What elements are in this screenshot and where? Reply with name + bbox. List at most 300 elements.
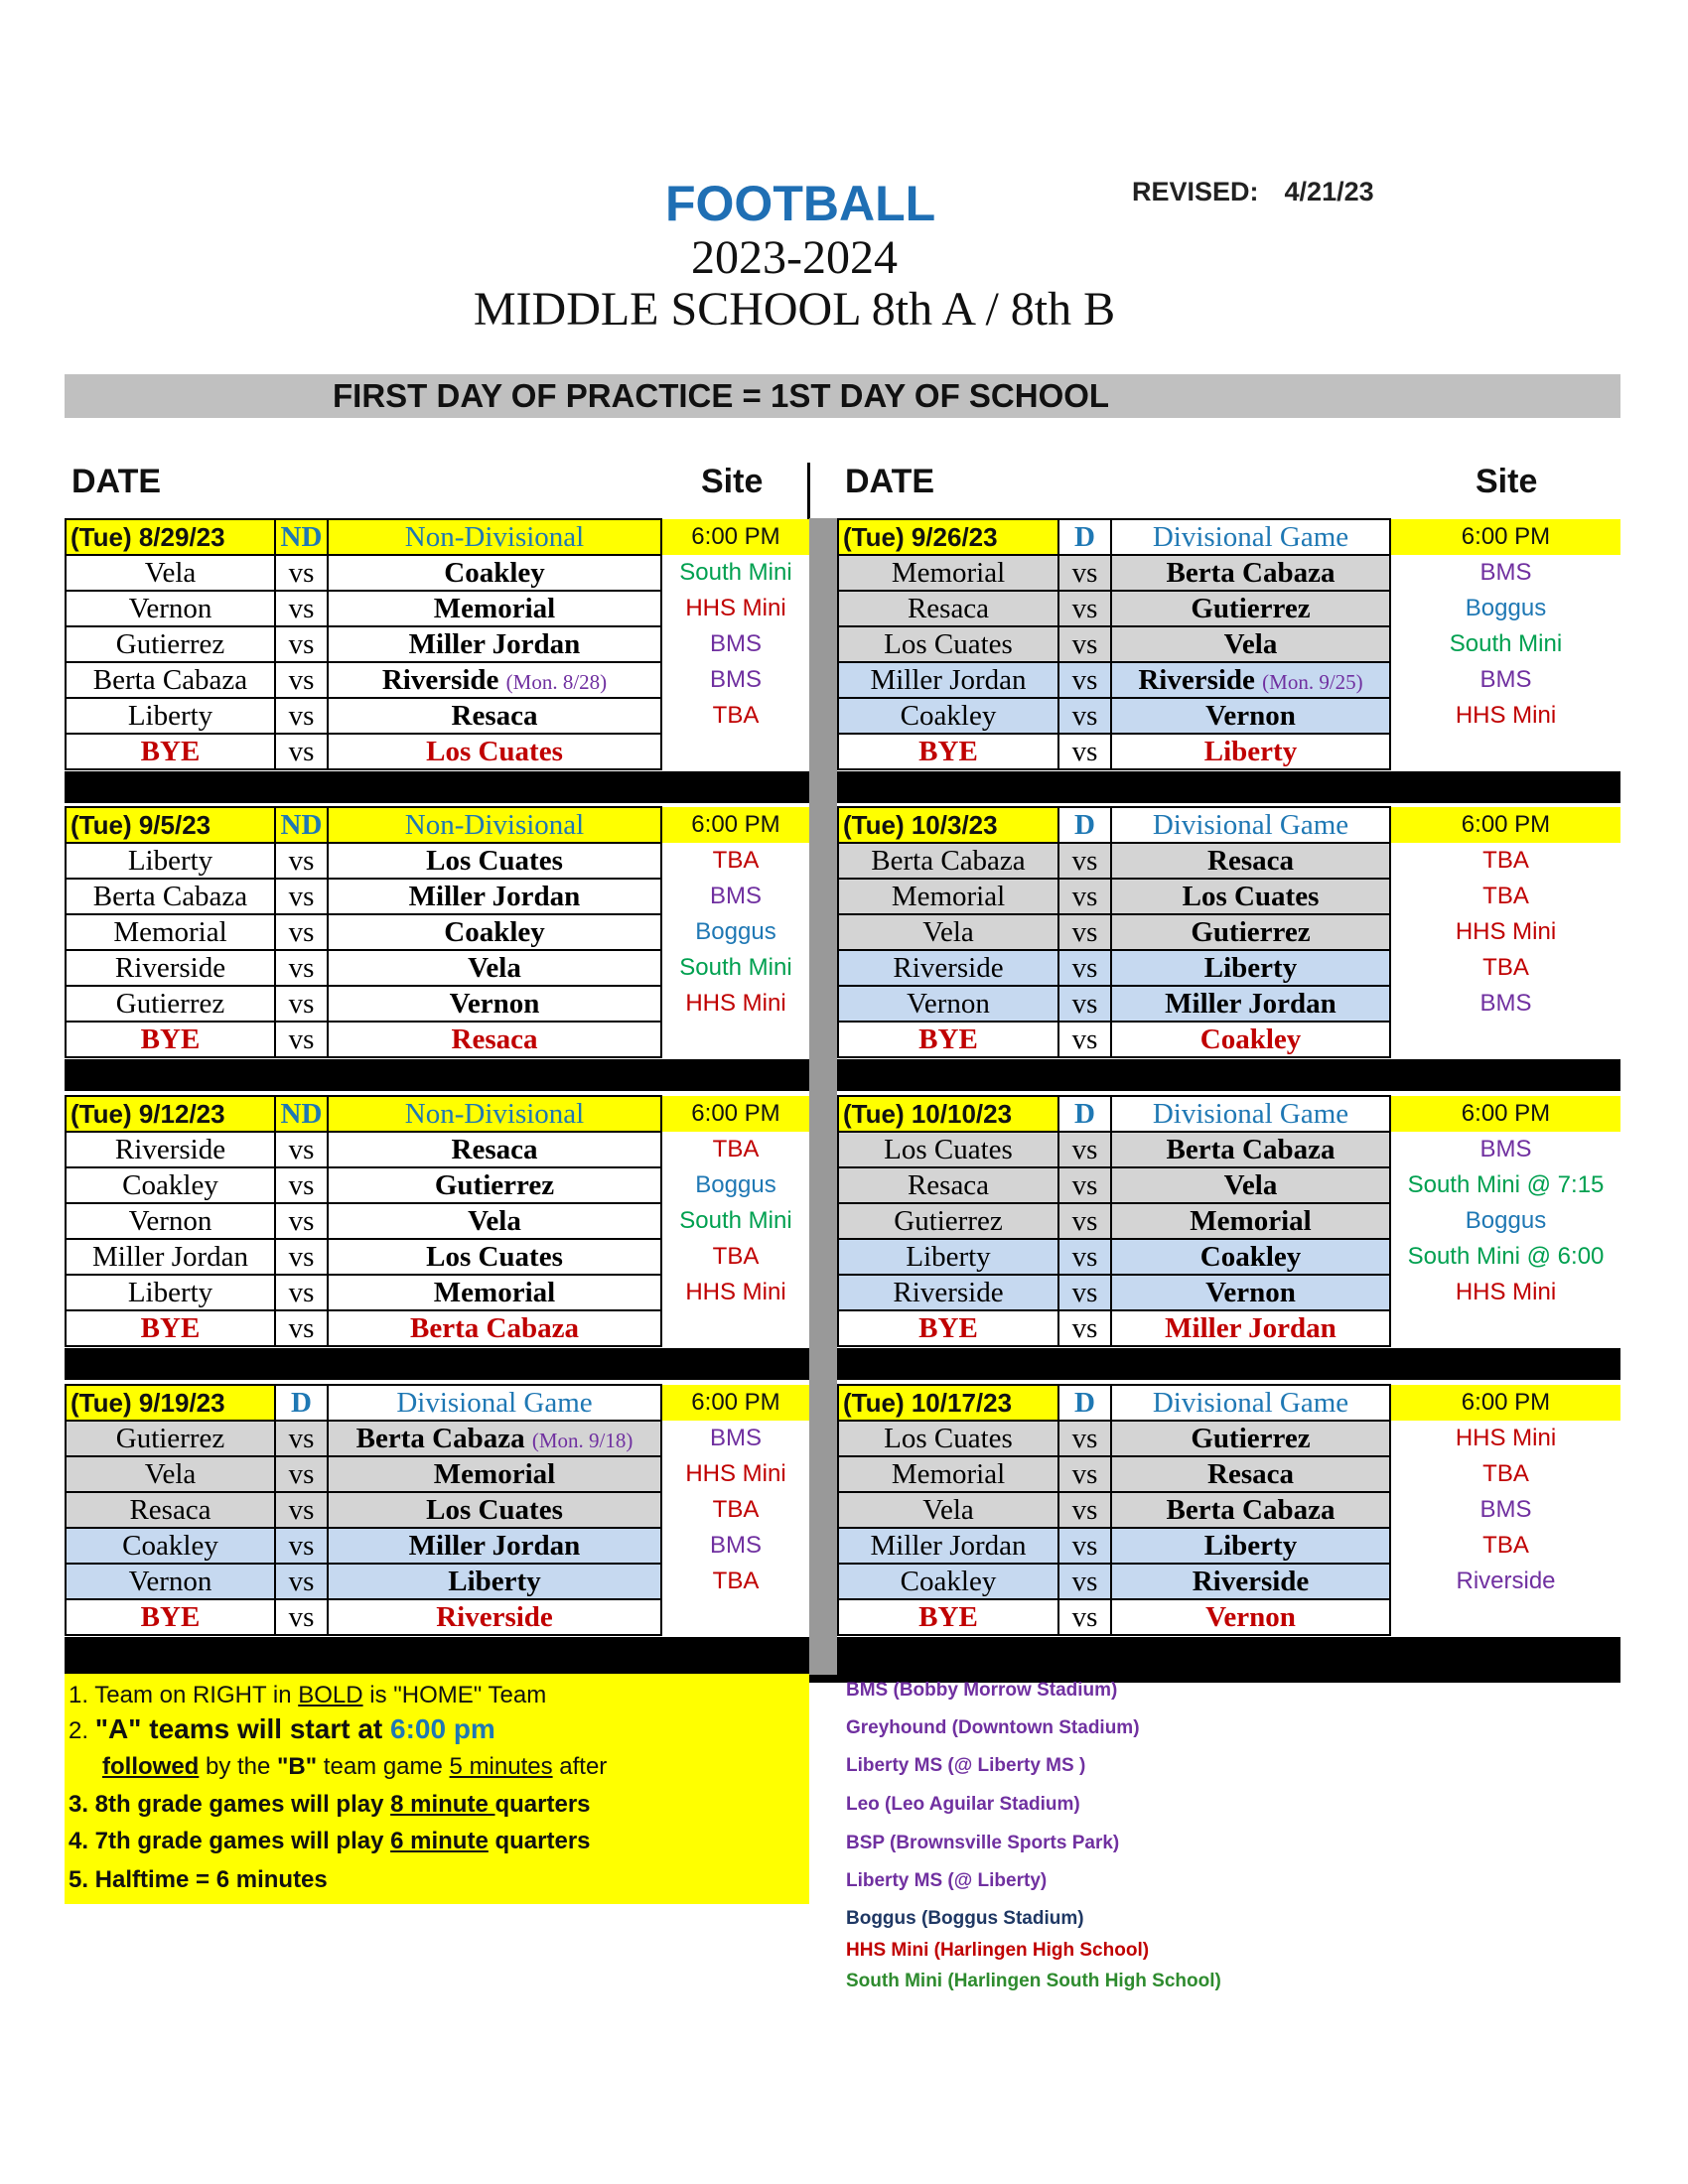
game-site: TBA bbox=[661, 698, 810, 734]
versus: vs bbox=[1058, 1022, 1111, 1057]
game-row bbox=[66, 626, 810, 662]
away-team: Liberty bbox=[66, 698, 275, 734]
site-header-left: Site bbox=[701, 463, 764, 500]
home-team-name: Liberty bbox=[1203, 735, 1298, 767]
versus: vs bbox=[1058, 1421, 1111, 1456]
versus: vs bbox=[1058, 950, 1111, 986]
kickoff-time: 6:00 PM bbox=[661, 807, 810, 843]
away-team: Liberty bbox=[66, 843, 275, 879]
home-team-name: Coakley bbox=[1199, 1023, 1302, 1055]
home-team bbox=[1111, 843, 1390, 879]
home-team-name: Liberty bbox=[448, 1565, 541, 1597]
home-team-name: Berta Cabaza bbox=[1166, 1493, 1336, 1526]
game-site: South Mini @ 6:00 bbox=[1407, 1243, 1605, 1270]
home-team-name: Vela bbox=[1223, 1168, 1278, 1201]
week-header-row bbox=[838, 519, 1621, 555]
legend-item: HHS Mini (Harlingen High School) bbox=[846, 1940, 1150, 1961]
game-row bbox=[838, 1564, 1621, 1599]
home-team-name: Vela bbox=[468, 1204, 521, 1237]
rules-notes bbox=[65, 1674, 809, 1904]
versus: vs bbox=[275, 986, 328, 1022]
game-site bbox=[1390, 1022, 1621, 1057]
away-team: Vela bbox=[838, 1492, 1058, 1528]
game-site: HHS Mini bbox=[1455, 1279, 1557, 1305]
versus: vs bbox=[275, 626, 328, 662]
away-team: Gutierrez bbox=[66, 1421, 275, 1456]
home-team-name: Miller Jordan bbox=[1165, 1311, 1336, 1344]
game-row bbox=[838, 950, 1621, 986]
away-team: Los Cuates bbox=[838, 626, 1058, 662]
home-team-name: Liberty bbox=[1203, 951, 1298, 984]
versus: vs bbox=[1058, 698, 1111, 734]
game-row bbox=[66, 1239, 810, 1275]
home-team bbox=[1111, 879, 1390, 914]
home-team bbox=[1111, 1275, 1390, 1310]
date-change-note: (Mon. 8/28) bbox=[505, 669, 608, 694]
week-date: (Tue) 10/17/23 bbox=[838, 1385, 1058, 1421]
game-row bbox=[66, 1132, 810, 1167]
game-code: ND bbox=[275, 807, 328, 843]
week-header-row bbox=[838, 807, 1621, 843]
home-team-name: Vela bbox=[468, 951, 521, 984]
home-team bbox=[1111, 1456, 1390, 1492]
away-team: Memorial bbox=[66, 914, 275, 950]
week-header-row bbox=[838, 1385, 1621, 1421]
home-team bbox=[1111, 1528, 1390, 1564]
game-row bbox=[66, 662, 810, 698]
week-table bbox=[837, 1095, 1622, 1347]
versus: vs bbox=[1058, 662, 1111, 698]
game-site: BMS bbox=[661, 1528, 810, 1564]
game-row bbox=[838, 1275, 1621, 1310]
game-row bbox=[66, 1421, 810, 1456]
versus: vs bbox=[1058, 1239, 1111, 1275]
game-row bbox=[838, 626, 1621, 662]
away-team: Los Cuates bbox=[838, 1421, 1058, 1456]
away-team: Riverside bbox=[838, 1275, 1058, 1310]
week-date: (Tue) 10/3/23 bbox=[838, 807, 1058, 843]
home-team-name: Resaca bbox=[1207, 844, 1294, 877]
away-team: Berta Cabaza bbox=[66, 662, 275, 698]
game-row bbox=[66, 1310, 810, 1346]
week-separator bbox=[65, 771, 1620, 803]
versus: vs bbox=[275, 950, 328, 986]
versus: vs bbox=[275, 1022, 328, 1057]
practice-banner bbox=[65, 374, 1620, 418]
week-table bbox=[65, 1384, 811, 1636]
game-site: BMS bbox=[661, 1421, 810, 1456]
game-site: Boggus bbox=[1465, 595, 1547, 621]
week-header-row bbox=[66, 807, 810, 843]
game-row bbox=[838, 1456, 1621, 1492]
week-date: (Tue) 9/26/23 bbox=[838, 519, 1058, 555]
home-team bbox=[328, 1456, 661, 1492]
home-team-name: Resaca bbox=[451, 1133, 538, 1165]
home-team-name: Berta Cabaza bbox=[355, 1422, 525, 1454]
game-site: BMS bbox=[1479, 1496, 1532, 1523]
week-date: (Tue) 9/12/23 bbox=[66, 1096, 275, 1132]
game-site: BMS bbox=[661, 626, 810, 662]
away-team: BYE bbox=[66, 1022, 275, 1057]
game-row bbox=[66, 1456, 810, 1492]
week-header-row bbox=[66, 1096, 810, 1132]
versus: vs bbox=[1058, 1599, 1111, 1635]
versus: vs bbox=[275, 662, 328, 698]
revised-label: REVISED: bbox=[1132, 177, 1259, 206]
home-team-name: Memorial bbox=[433, 592, 556, 624]
game-row bbox=[838, 1492, 1621, 1528]
game-row bbox=[66, 1167, 810, 1203]
away-team: Vernon bbox=[66, 591, 275, 626]
week-header-row bbox=[838, 1096, 1621, 1132]
home-team bbox=[328, 1203, 661, 1239]
legend-item: BSP (Brownsville Sports Park) bbox=[846, 1833, 1120, 1853]
game-site: BMS bbox=[661, 662, 810, 698]
home-team bbox=[328, 555, 661, 591]
division: MIDDLE SCHOOL 8th A / 8th B bbox=[473, 283, 1116, 336]
game-type: Divisional Game bbox=[328, 1385, 661, 1421]
away-team: Liberty bbox=[66, 1275, 275, 1310]
versus: vs bbox=[1058, 843, 1111, 879]
away-team: BYE bbox=[838, 1022, 1058, 1057]
versus: vs bbox=[275, 734, 328, 769]
week-date: (Tue) 9/5/23 bbox=[66, 807, 275, 843]
game-site bbox=[1390, 734, 1621, 769]
week-table bbox=[837, 518, 1622, 770]
home-team-name: Berta Cabaza bbox=[1166, 556, 1336, 589]
game-site: TBA bbox=[661, 843, 810, 879]
game-row bbox=[66, 698, 810, 734]
game-row bbox=[66, 555, 810, 591]
note-4: 4. 7th grade games will play 6 minute quarters bbox=[69, 1828, 591, 1854]
away-team: Los Cuates bbox=[838, 1132, 1058, 1167]
game-row bbox=[838, 1132, 1621, 1167]
away-team: BYE bbox=[66, 1310, 275, 1346]
home-team bbox=[328, 1492, 661, 1528]
away-team: Coakley bbox=[838, 698, 1058, 734]
title: FOOTBALL bbox=[665, 176, 936, 231]
game-site: HHS Mini bbox=[1455, 918, 1557, 945]
versus: vs bbox=[275, 1599, 328, 1635]
game-site bbox=[1390, 1599, 1621, 1635]
home-team bbox=[1111, 914, 1390, 950]
away-team: Gutierrez bbox=[66, 626, 275, 662]
banner-text: FIRST DAY OF PRACTICE = 1ST DAY OF SCHOOL bbox=[333, 377, 1110, 414]
home-team-name: Riverside bbox=[381, 663, 499, 696]
game-site: TBA bbox=[661, 1492, 810, 1528]
away-team: BYE bbox=[66, 734, 275, 769]
home-team-name: Memorial bbox=[433, 1457, 556, 1490]
week-table bbox=[65, 806, 811, 1058]
versus: vs bbox=[1058, 591, 1111, 626]
versus: vs bbox=[275, 879, 328, 914]
date-change-note: (Mon. 9/25) bbox=[1262, 669, 1363, 694]
home-team bbox=[328, 662, 661, 698]
away-team: Berta Cabaza bbox=[66, 879, 275, 914]
note-2: 2. "A" teams will start at 6:00 pm bbox=[69, 1713, 495, 1744]
home-team bbox=[328, 986, 661, 1022]
home-team bbox=[328, 1599, 661, 1635]
game-site: South Mini bbox=[661, 950, 810, 986]
home-team bbox=[328, 1528, 661, 1564]
versus: vs bbox=[275, 1492, 328, 1528]
game-row bbox=[66, 879, 810, 914]
home-team bbox=[1111, 734, 1390, 769]
versus: vs bbox=[1058, 1203, 1111, 1239]
home-team-name: Coakley bbox=[1199, 1240, 1302, 1273]
away-team: Coakley bbox=[838, 1564, 1058, 1599]
home-team-name: Riverside bbox=[1192, 1565, 1310, 1597]
week-table bbox=[65, 1095, 811, 1347]
game-site: BMS bbox=[1479, 666, 1532, 693]
away-team: Vela bbox=[66, 555, 275, 591]
game-row bbox=[66, 843, 810, 879]
note-5: 5. Halftime = 6 minutes bbox=[69, 1866, 328, 1893]
away-team: Gutierrez bbox=[838, 1203, 1058, 1239]
week-header-row bbox=[66, 1385, 810, 1421]
home-team-name: Coakley bbox=[444, 915, 545, 948]
week-table bbox=[65, 518, 811, 770]
away-team: BYE bbox=[66, 1599, 275, 1635]
game-row bbox=[66, 1022, 810, 1057]
game-site: BMS bbox=[1479, 559, 1532, 586]
away-team: Miller Jordan bbox=[838, 1528, 1058, 1564]
game-site: HHS Mini bbox=[1455, 702, 1557, 729]
game-code: ND bbox=[275, 1096, 328, 1132]
game-site bbox=[661, 734, 810, 769]
game-row bbox=[838, 734, 1621, 769]
kickoff-time: 6:00 PM bbox=[1390, 807, 1621, 843]
game-type: Divisional Game bbox=[1111, 1096, 1390, 1132]
versus: vs bbox=[1058, 1275, 1111, 1310]
home-team bbox=[1111, 1310, 1390, 1346]
away-team: BYE bbox=[838, 734, 1058, 769]
site-header-right: Site bbox=[1476, 463, 1538, 500]
game-row bbox=[838, 555, 1621, 591]
home-team bbox=[328, 950, 661, 986]
away-team: Memorial bbox=[838, 555, 1058, 591]
versus: vs bbox=[275, 555, 328, 591]
game-site: TBA bbox=[1482, 1532, 1529, 1559]
game-row bbox=[838, 914, 1621, 950]
week-separator bbox=[65, 1348, 1620, 1380]
week-table bbox=[837, 1384, 1622, 1636]
game-site: TBA bbox=[1482, 1460, 1529, 1487]
game-type: Divisional Game bbox=[1111, 519, 1390, 555]
home-team bbox=[328, 1239, 661, 1275]
game-row bbox=[838, 591, 1621, 626]
game-site: TBA bbox=[661, 1132, 810, 1167]
away-team: Liberty bbox=[838, 1239, 1058, 1275]
game-row bbox=[838, 843, 1621, 879]
game-row bbox=[838, 1239, 1621, 1275]
away-team: BYE bbox=[838, 1310, 1058, 1346]
game-row bbox=[838, 662, 1621, 698]
home-team-name: Vela bbox=[1223, 627, 1278, 660]
versus: vs bbox=[1058, 1564, 1111, 1599]
versus: vs bbox=[275, 1528, 328, 1564]
away-team: Coakley bbox=[66, 1528, 275, 1564]
legend-item: Boggus (Boggus Stadium) bbox=[846, 1908, 1084, 1929]
home-team-name: Vernon bbox=[1205, 699, 1296, 732]
legend-item: South Mini (Harlingen South High School) bbox=[846, 1971, 1221, 1991]
game-row bbox=[66, 1492, 810, 1528]
date-header-right: DATE bbox=[845, 463, 935, 500]
versus: vs bbox=[275, 1421, 328, 1456]
game-row bbox=[66, 1275, 810, 1310]
kickoff-time: 6:00 PM bbox=[1390, 1096, 1621, 1132]
home-team bbox=[1111, 591, 1390, 626]
legend-item: BMS (Bobby Morrow Stadium) bbox=[846, 1680, 1118, 1701]
note-2-continued: followed by the "B" team game 5 minutes after bbox=[102, 1753, 608, 1780]
game-site: TBA bbox=[1482, 954, 1529, 981]
game-site: South Mini @ 7:15 bbox=[1407, 1171, 1605, 1198]
away-team: Vernon bbox=[66, 1203, 275, 1239]
home-team-name: Memorial bbox=[433, 1276, 556, 1308]
home-team-name: Los Cuates bbox=[426, 735, 563, 767]
versus: vs bbox=[1058, 1492, 1111, 1528]
home-team bbox=[1111, 555, 1390, 591]
home-team bbox=[1111, 1564, 1390, 1599]
versus: vs bbox=[1058, 914, 1111, 950]
game-code: D bbox=[1058, 519, 1111, 555]
week-date: (Tue) 9/19/23 bbox=[66, 1385, 275, 1421]
week-date: (Tue) 10/10/23 bbox=[838, 1096, 1058, 1132]
versus: vs bbox=[1058, 1132, 1111, 1167]
home-team-name: Vernon bbox=[449, 987, 540, 1020]
away-team: Resaca bbox=[838, 1167, 1058, 1203]
game-site: BMS bbox=[1479, 1136, 1532, 1162]
away-team: Vela bbox=[66, 1456, 275, 1492]
home-team-name: Gutierrez bbox=[1191, 1422, 1311, 1454]
home-team-name: Liberty bbox=[1203, 1529, 1298, 1562]
versus: vs bbox=[1058, 879, 1111, 914]
home-team-name: Memorial bbox=[1190, 1204, 1312, 1237]
home-team bbox=[328, 914, 661, 950]
kickoff-time: 6:00 PM bbox=[1390, 1385, 1621, 1421]
versus: vs bbox=[275, 1564, 328, 1599]
home-team bbox=[1111, 986, 1390, 1022]
game-row bbox=[66, 914, 810, 950]
versus: vs bbox=[1058, 1456, 1111, 1492]
versus: vs bbox=[275, 1203, 328, 1239]
home-team-name: Miller Jordan bbox=[408, 1529, 581, 1562]
away-team: Berta Cabaza bbox=[838, 843, 1058, 879]
away-team: Miller Jordan bbox=[838, 662, 1058, 698]
kickoff-time: 6:00 PM bbox=[661, 1096, 810, 1132]
legend-item: Greyhound (Downtown Stadium) bbox=[846, 1717, 1140, 1738]
revised-date: 4/21/23 bbox=[1284, 177, 1374, 206]
versus: vs bbox=[275, 1456, 328, 1492]
game-row bbox=[838, 1022, 1621, 1057]
home-team-name: Vernon bbox=[1205, 1276, 1296, 1308]
home-team bbox=[328, 626, 661, 662]
away-team: Miller Jordan bbox=[66, 1239, 275, 1275]
home-team-name: Gutierrez bbox=[1191, 915, 1311, 948]
home-team-name: Gutierrez bbox=[434, 1168, 555, 1201]
away-team: Resaca bbox=[66, 1492, 275, 1528]
game-site: HHS Mini bbox=[661, 591, 810, 626]
home-team bbox=[328, 591, 661, 626]
game-row bbox=[66, 1599, 810, 1635]
game-row bbox=[838, 1203, 1621, 1239]
versus: vs bbox=[1058, 555, 1111, 591]
home-team-name: Los Cuates bbox=[426, 1493, 563, 1526]
away-team: Gutierrez bbox=[66, 986, 275, 1022]
home-team-name: Resaca bbox=[451, 699, 538, 732]
game-row bbox=[838, 1599, 1621, 1635]
game-code: D bbox=[1058, 1096, 1111, 1132]
game-code: ND bbox=[275, 519, 328, 555]
kickoff-time: 6:00 PM bbox=[661, 1385, 810, 1421]
home-team bbox=[328, 879, 661, 914]
game-row bbox=[838, 1421, 1621, 1456]
home-team-name: Berta Cabaza bbox=[1166, 1133, 1336, 1165]
versus: vs bbox=[275, 1275, 328, 1310]
home-team-name: Gutierrez bbox=[1191, 592, 1311, 624]
kickoff-time: 6:00 PM bbox=[1390, 519, 1621, 555]
game-site: Boggus bbox=[661, 914, 810, 950]
home-team-name: Riverside bbox=[1138, 663, 1255, 696]
home-team bbox=[328, 1022, 661, 1057]
home-team-name: Vernon bbox=[1205, 1600, 1296, 1633]
game-row bbox=[66, 986, 810, 1022]
game-site: TBA bbox=[661, 1239, 810, 1275]
versus: vs bbox=[1058, 734, 1111, 769]
home-team bbox=[1111, 1132, 1390, 1167]
week-date: (Tue) 8/29/23 bbox=[66, 519, 275, 555]
game-site: South Mini bbox=[661, 555, 810, 591]
game-site bbox=[1390, 1310, 1621, 1346]
away-team: Vela bbox=[838, 914, 1058, 950]
game-row bbox=[66, 1528, 810, 1564]
game-type: Non-Divisional bbox=[328, 1096, 661, 1132]
home-team bbox=[328, 1167, 661, 1203]
game-site: TBA bbox=[1482, 847, 1529, 874]
game-site: TBA bbox=[661, 1564, 810, 1599]
away-team: Vernon bbox=[66, 1564, 275, 1599]
home-team bbox=[1111, 662, 1390, 698]
versus: vs bbox=[1058, 986, 1111, 1022]
home-team bbox=[1111, 1239, 1390, 1275]
game-site: BMS bbox=[661, 879, 810, 914]
home-team bbox=[1111, 1492, 1390, 1528]
versus: vs bbox=[1058, 1528, 1111, 1564]
week-table bbox=[837, 806, 1622, 1058]
game-site: HHS Mini bbox=[1455, 1425, 1557, 1451]
game-row bbox=[838, 879, 1621, 914]
game-row bbox=[838, 1528, 1621, 1564]
game-row bbox=[838, 698, 1621, 734]
kickoff-time: 6:00 PM bbox=[661, 519, 810, 555]
game-site: HHS Mini bbox=[661, 1275, 810, 1310]
home-team bbox=[328, 1310, 661, 1346]
versus: vs bbox=[275, 1310, 328, 1346]
game-row bbox=[838, 1167, 1621, 1203]
game-site: HHS Mini bbox=[661, 986, 810, 1022]
away-team: Riverside bbox=[66, 950, 275, 986]
home-team-name: Miller Jordan bbox=[408, 880, 581, 912]
game-row bbox=[66, 734, 810, 769]
versus: vs bbox=[1058, 626, 1111, 662]
week-header-row bbox=[66, 519, 810, 555]
game-site bbox=[661, 1310, 810, 1346]
game-site bbox=[661, 1599, 810, 1635]
away-team: Riverside bbox=[66, 1132, 275, 1167]
home-team-name: Riverside bbox=[436, 1600, 553, 1633]
home-team bbox=[328, 698, 661, 734]
home-team-name: Coakley bbox=[444, 556, 545, 589]
